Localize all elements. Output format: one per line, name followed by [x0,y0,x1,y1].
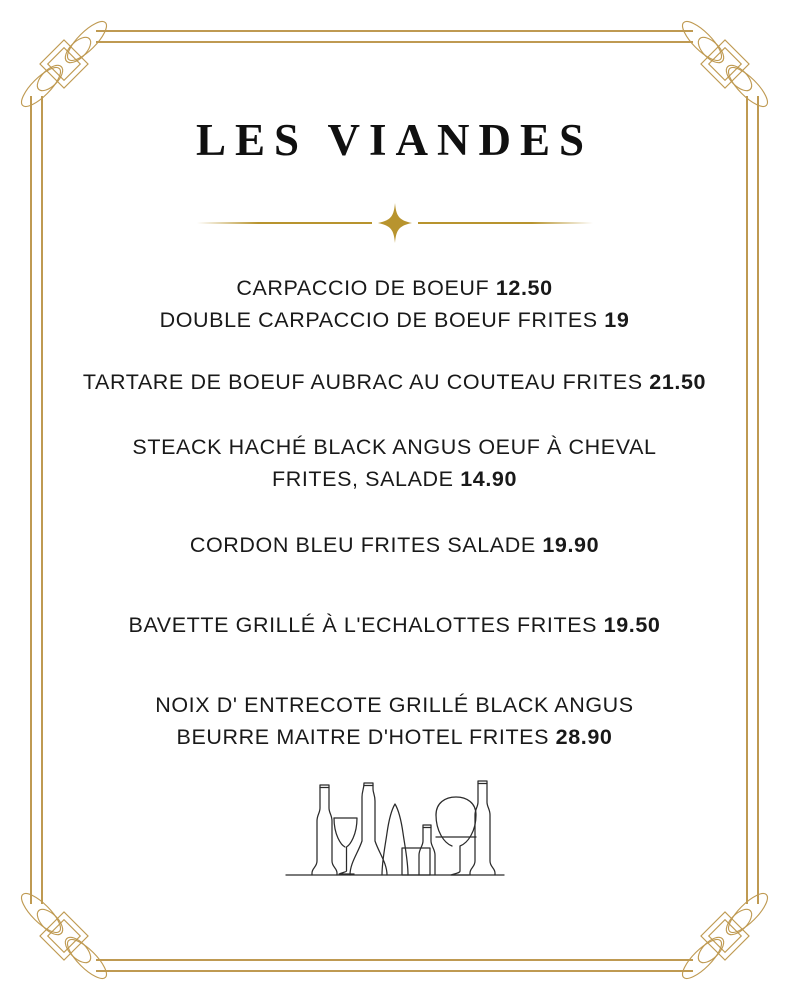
menu-item-line [50,464,739,496]
frame-line-bottom-inner [96,970,693,972]
frame-line-bottom-outer [96,959,693,961]
menu-item-line [50,305,739,337]
menu-item [50,273,739,305]
item-group-spacer [50,496,739,530]
menu-item [50,690,739,754]
item-group-spacer [50,676,739,690]
menu-item-name: NOIX D' ENTRECOTE GRILLÉ BLACK ANGUS [155,692,634,717]
page-title: LES VIANDES [195,115,594,165]
frame-line-left-outer [30,96,32,904]
item-group-spacer [50,596,739,610]
menu-item [50,432,739,496]
menu-item-price: 19 [604,307,630,332]
menu-item-price: 12.50 [495,276,553,300]
menu-content [50,60,739,880]
menu-item-line [50,722,739,754]
menu-item [50,530,739,562]
corner-ornament-bottom-left [4,876,124,996]
menu-item-price: 28.90 [555,724,613,749]
menu-item-price: 19.50 [603,612,661,637]
menu-item-price: 14.90 [460,467,518,492]
frame-line-left-inner [41,96,43,904]
menu-item-line [50,273,739,305]
menu-item-line [50,690,739,722]
frame-line-right-outer [757,96,759,904]
corner-ornament-bottom-right [665,876,785,996]
menu-item-name: STEACK HACHÉ BLACK ANGUS OEUF À CHEVAL [132,435,657,460]
menu-item [50,610,739,642]
item-group-spacer [50,398,739,432]
menu-item-name: CARPACCIO DE BOEUF [236,276,496,300]
menu-item [50,305,739,337]
bottles-and-glasses-illustration [50,775,739,880]
menu-item-name: TARTARE DE BOEUF AUBRAC AU COUTEAU FRITES [82,369,650,394]
frame-line-top-outer [96,30,693,32]
menu-item-name: FRITES, SALADE [271,467,461,492]
title-divider [50,203,739,243]
menu-item-name: CORDON BLEU FRITES SALADE [189,533,543,558]
menu-item-line [50,610,739,642]
menu-item [50,367,739,399]
item-group-spacer [50,642,739,676]
four-pointed-star-icon [378,203,412,243]
item-group-spacer [50,562,739,596]
menu-item-line [50,367,739,399]
menu-item-line [50,432,739,464]
menu-item-price: 21.50 [649,369,707,394]
menu-item-name: BAVETTE GRILLÉ À L'ECHALOTTES FRITES [128,612,604,637]
menu-item-name: BEURRE MAITRE D'HOTEL FRITES [176,724,556,749]
menu-items-list [50,273,739,753]
menu-item-name: DOUBLE CARPACCIO DE BOEUF FRITES [159,307,605,332]
frame-line-top-inner [96,41,693,43]
menu-item-line [50,530,739,562]
item-group-spacer [50,337,739,367]
divider-rule-left [197,222,372,224]
menu-item-price: 19.90 [542,533,600,558]
divider-rule-right [418,222,593,224]
frame-line-right-inner [746,96,748,904]
